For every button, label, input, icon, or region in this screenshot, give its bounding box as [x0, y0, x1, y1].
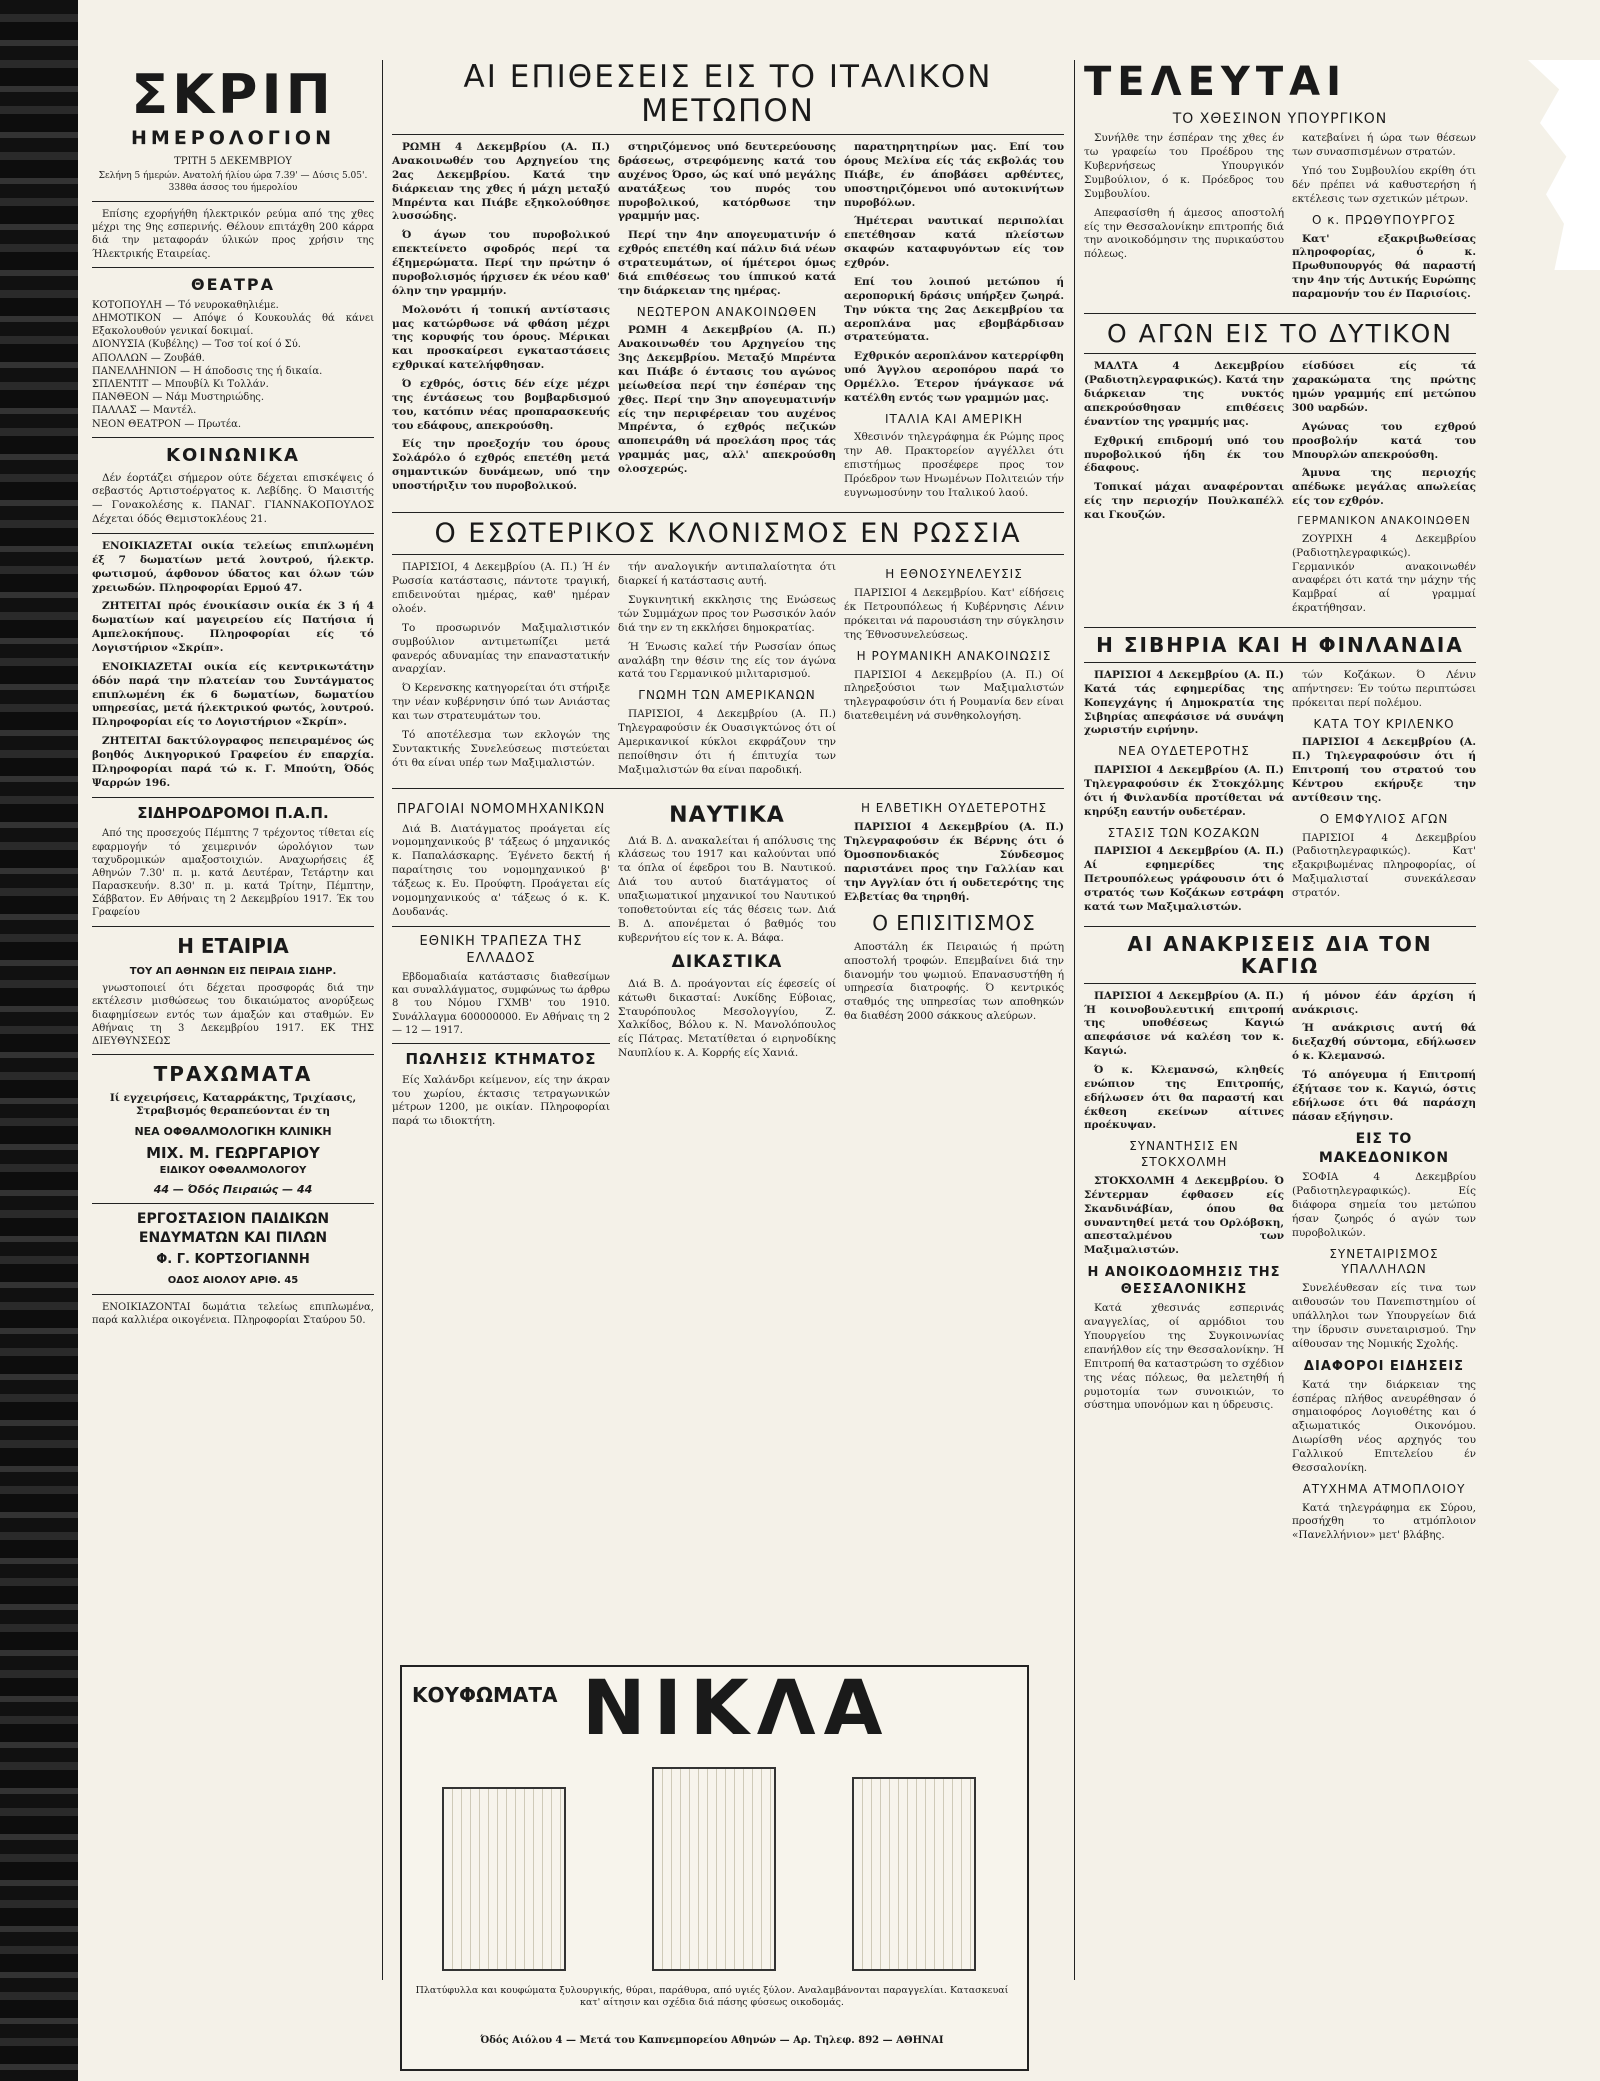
article-column: [1084, 360, 1284, 621]
paragraph: παρατηρητηρίων μας. Επί του όρους Μελίνα είς τάς εκβολάς του Πιάβε, έν άποβάσει αρθέντες, υποστηριζόμενοι υπό αυτοκινήτων πυροβόλων.: [844, 141, 1064, 209]
west-columns: [1084, 360, 1476, 621]
macedonian-body: ΣΟΦΙΑ 4 Δεκεμβρίου (Ραδιοτηλεγραφικώς). Είς διάφορα σημεία του μετώπου ήσαν ζωηρός ό αγών των πυροβολικών.: [1292, 1171, 1476, 1239]
supplies-body: Αποστάλη έκ Πειραιώς ή πρώτη αποστολή τροφών. Επεμβαίνει διά την διανομήν του ψωμιού. Επανασυστήθη ή υπηρεσία διατροφής. Ό κεντρικός σταθμός της υπηρεσίας των αποθηκών θα διαθέση 2000 σάκκους αλεύρων.: [844, 940, 1064, 1023]
russia-columns: [392, 561, 1064, 782]
article-column: [392, 561, 610, 782]
article-column: [1292, 669, 1476, 920]
judicial-title: ΔΙΚΑΣΤΙΚΑ: [671, 952, 783, 973]
national-assembly-title: Η ΕΘΝΟΣΥΝΕΛΕΥΣΙΣ: [885, 567, 1023, 582]
divider: [92, 533, 374, 534]
divider: [392, 926, 610, 927]
pm-body: Κατ' εξακριβωθείσας πληροφορίας, ό κ. Πρωθυπουργός θά παραστή την 4ην τής Δυτικής Ευρώπης παραμονήν του έν Παρισίοις.: [1292, 232, 1476, 301]
divider: [1084, 926, 1476, 927]
paragraph: ΠΑΡΙΣΙΟΙ 4 Δεκεμβρίου (Α. Π.) Κατά τάς εφημερίδας της Κοπεγχάγης ή Δημοκρατία της Σιβηρίας απεφάσισε νά συνάψη χωριστήν ειρήνην.: [1084, 669, 1284, 737]
lower-columns: [392, 795, 1064, 1134]
clinic-subtitle: ΕΙΔΙΚΟΥ ΟΦΘΑΛΜΟΛΟΓΟΥ: [159, 1164, 307, 1176]
divider: [92, 201, 374, 202]
article-column: [618, 561, 836, 782]
paragraph: Επί του λοιπού μετώπου ή αεροπορική δράσις υπήρξεν ζωηρά. Την νύκτα της 2ας Δεκεμβρίου τα αεροπλάνα μας εβομβάρδισαν στρατεύματα.: [844, 275, 1064, 344]
divider: [1084, 627, 1476, 628]
stockholm-body: ΣΤΟΚΧΟΛΜΗ 4 Δεκεμβρίου. Ό Σέντερμαν έφθασεν είς Σκανδινάβίαν, όπου θα συναντηθεί μετά του Ορλόβσκη, απεσταλμένου των Μαξιμαλιστών.: [1084, 1174, 1284, 1257]
nikla-advertisement: [400, 1665, 1029, 2071]
paragraph: Τό αποτέλεσμα των εκλογών της Συντακτικής Συνελεύσεως πιστεύεται ότι θα είναι υπέρ των Μαξιμαλιστών.: [392, 728, 610, 769]
divider: [1084, 662, 1476, 663]
macedonian-title: ΕΙΣ ΤΟ ΜΑΚΕΔΟΝΙΚΟΝ: [1318, 1131, 1450, 1166]
social-title: ΚΟΙΝΩΝΙΚΑ: [166, 444, 300, 466]
paragraph: Αγώνας του εχθρού προσβολήν κατά του Μπουρλών απεκρούσθη.: [1292, 420, 1476, 461]
paragraph: ΡΩΜΗ 4 Δεκεμβρίου (Α. Π.) Ανακοινωθέν του Αρχηγείου της 2ας Δεκεμβρίου. Κατά την διάρκειαν της χθες ή μάχη μεταξύ Μπρέντα και Πιάβε εξηκολούθησε λυσσώδης.: [392, 141, 610, 223]
swiss-title: Η ΕΛΒΕΤΙΚΗ ΟΥΔΕΤΕΡΟΤΗΣ: [860, 801, 1048, 816]
paragraph: Εχθρική επιδρομή υπό του πυροβολικού ήδη έκ του έδαφους.: [1084, 434, 1284, 475]
paragraph: Τοπικαί μάχαι αναφέρονται είς την περιοχήν Πουλκαπέλλ και Γκουζών.: [1084, 481, 1284, 521]
paragraph: Άμυνα της περιοχής απέδωκε μεγάλας απωλείας είς τον εχθρόν.: [1292, 467, 1476, 508]
divider: [92, 267, 374, 268]
paragraph: Ό Κερενσκης κατηγορείται ότι στήριξε την νέαν κυβέρνησιν ύπό των Ανιάστας και των στρατευμάτων του.: [392, 682, 610, 723]
pm-title: Ο κ. ΠΡΩΘΥΠΟΥΡΓΟΣ: [1312, 212, 1456, 227]
naval-body: Διά Β. Δ. ανακαλείται ή απόλυσις της κλάσεως του 1917 και καλούνται υπό τα όπλα οί έφεδροι του Β. Ναυτικού. Διά του αυτού διατάγματος οί υπαξιωματικοί μηχανικοί του Ναυτικού τοποθετούνται είς τάς θέσεις των. Διά Β. Δ. απονέμεται ό βαθμός του κυβερνήτου είς τον κ. Α. Βάφα.: [618, 834, 836, 944]
divider: [392, 1043, 610, 1044]
paragraph: Υπό του Συμβουλίου εκρίθη ότι δέν πρέπει νά καθυστερήση ή εκτέλεσις των σχετικών μέτρων.: [1292, 165, 1476, 205]
supplies-title: Ο ΕΠΙΣΙΤΙΣΜΟΣ: [872, 911, 1036, 936]
etairia-title: Η ΕΤΑΙΡΙΑ: [177, 933, 289, 958]
rail-title: ΣΙΔΗΡΟΔΡΟΜΟΙ Π.Α.Π.: [137, 803, 329, 822]
nikla-label: ΚΟΥΦΩΜΑΤΑ: [412, 1683, 558, 1707]
estate-body: Είς Χαλάνδρι κείμενον, είς την άκραν του χωρίου, έκτασις τετραγωνικών μέτρων 1200, με οικίαν. Πληροφορίαι παρά τω ιδιοκτήτη.: [392, 1073, 610, 1128]
latest-news-title: ΤΕΛΕΥΤΑΙ: [1084, 59, 1347, 105]
paragraph: κατεβαίνει ή ώρα των θέσεων των συνασπισμένων στρατών.: [1292, 132, 1476, 159]
paints-title: ΤΡΑΧΩΜΑΤΑ: [153, 1062, 313, 1087]
article-column: [1084, 990, 1284, 1549]
article-column: [392, 795, 610, 1134]
italy-america-body: Χθεσινόν τηλεγράφημα έκ Ρώμης προς την Αθ. Πρακτορείον αγγέλλει ότι επιστήμως προσέφερε προς τον Πρόεδρον των Ηνωμένων Πολιτειών τήν ευγνωμοσύνην του Ιταλικού λαού.: [844, 431, 1064, 499]
workshop-address: ΟΔΟΣ ΑΙΟΛΟΥ ΑΡΙΘ. 45: [167, 1275, 299, 1287]
paragraph: είσδύσει είς τά χαρακώματα της πρώτης ημών γραμμής επί μετώπου 300 υαρδών.: [1292, 360, 1476, 414]
divider: [1084, 983, 1476, 984]
column-rule: [1074, 60, 1075, 1980]
clinic-name: ΜΙΧ. Μ. ΓΕΩΡΓΑΡΙΟΥ: [146, 1143, 320, 1162]
paragraph: ΠΑΡΙΣΙΟΙ, 4 Δεκεμβρίου (Α. Π.) Ή έν Ρωσσία κατάστασις, πάντοτε τραγική, επιδεινούται ημέρας, καθ' ημέραν ολοέν.: [392, 561, 610, 616]
theatre-item: ΑΠΟΛΛΩΝ — Ζουβάθ.: [92, 352, 205, 364]
paragraph: Μολονότι ή τοπική αντίστασις μας κατώρθωσε νά φθάση μέχρι της κορυφής του όρους. Μέρικαι και προσκαίρεσι εγκαταστάσεις εχθρικαί κατελήφθησαν.: [392, 303, 610, 372]
theatre-item: ΔΙΟΝΥΣΙΑ (Κυβέλης) — Τοσ τοί κοί ό Σύ.: [92, 339, 301, 351]
classified-ad: ΖΗΤΕΙΤΑΙ δακτύλογραφος πεπειραμένος ώς βοηθός Δικηγορικού Γραφείου έν επαρχία. Πληροφορίαι παρά τώ κ. Γ. Μπούτη, Όδός Ψαρρών 196.: [92, 735, 374, 789]
nikla-address: Όδός Αιόλου 4 — Μετά του Καπνεμπορείου Αθηνών — Αρ. Τηλεφ. 892 — ΑΘΗΝΑΙ: [480, 2035, 944, 2046]
workshop-name: Φ. Γ. ΚΟΡΤΣΟΓΙΑΝΝΗ: [156, 1252, 310, 1268]
divider: [1084, 353, 1476, 354]
masthead-title: ΣΚΡΙΠ: [131, 63, 335, 126]
cabinet-title: ΤΟ ΧΘΕΣΙΝΟΝ ΥΠΟΥΡΓΙΚΟΝ: [1172, 111, 1388, 127]
romanian-body: ΠΑΡΙΣΙΟΙ 4 Δεκεμβρίου (Α. Π.) Οί πληρεξούσιοι των Μαξιμαλιστών τηλεγραφούσιν ότι ή Ρουμανία δεν είναι διατεθειμένη νά συνθηκολογήση.: [844, 668, 1064, 723]
theatre-item: ΣΠΛΕΝΤΙΤ — Μπουβίλ Κι Τολλάν.: [92, 379, 269, 390]
paragraph: ΠΑΡΙΣΙΟΙ 4 Δεκεμβρίου (Ραδιοτηλεγραφικώς). Κατ' εξακριβωμένας πληροφορίας, οί Μαξιμαλισταί συνεκάλεσαν στρατόν.: [1292, 831, 1476, 899]
etairia-subtitle: ΤΟΥ ΑΠ ΑΘΗΝΩΝ ΕΙΣ ΠΕΙΡΑΙΑ ΣΙΔΗΡ.: [129, 966, 337, 978]
thessaloniki-body: Κατά χθεσινάς εσπερινάς αναγγελίας, οί αρμόδιοι του Υπουργείου της Συγκοινωνίας επανήλθον είς την Θεσσαλονίκην. Ή Επιτροπή θα καταστρώση το σχέδιον της νέας πόλεως, θα μελετηθή ή ρυμοτομία των συνοικιών, το σύστημα υπονόμων και η ύδρευσις.: [1084, 1302, 1284, 1412]
classified-ad: ΕΝΟΙΚΙΑΖΕΤΑΙ οικία είς κεντρικωτάτην όδόν παρά την πλατείαν του Συντάγματος επιπλωμένη έκ 6 δωματίων, δωματίου υπηρεσίας, μετά ήλεκτρικού φωτός, λουτρού. Πληροφορίαι είς το Λογιστήριον «Σκρίπ».: [92, 660, 374, 729]
naval-title: ΝΑΥΤΙΚΑ: [669, 803, 785, 829]
romanian-title: Η ΡΟΥΜΑΝΙΚΗ ΑΝΑΚΟΙΝΩΣΙΣ: [856, 648, 1052, 663]
italian-front-columns: [392, 141, 1064, 506]
divider: [392, 554, 1064, 555]
workshop-title: ΕΡΓΟΣΤΑΣΙΟΝ ΠΑΙΔΙΚΩΝ ΕΝΔΥΜΑΤΩΝ ΚΑΙ ΠΙΛΩΝ: [136, 1211, 330, 1246]
theatres-list: [92, 299, 374, 431]
headline-italian-front: ΑΙ ΕΠΙΘΕΣΕΙΣ ΕΙΣ ΤΟ ΙΤΑΛΙΚΟΝ ΜΕΤΩΠΟΝ: [463, 59, 993, 130]
engineers-title: ΠΡΑΓΟΙΑΙ ΝΟΜΟΜΗΧΑΝΙΚΩΝ: [396, 802, 606, 818]
clinic-title: ΝΕΑ ΟΦΘΑΛΜΟΛΟΓΙΚΗ ΚΛΙΝΙΚΗ: [134, 1125, 332, 1139]
employees-body: Συνελέυθεσαν είς τινα των αιθουσών του Πανεπιστημίου οί υπάλληλοι των Υπουργείων διά την ίδρυσιν συνεταιρισμού. Την αίθουσαν της Νομικής Σχολής.: [1292, 1282, 1476, 1350]
paragraph: ΜΑΛΤΑ 4 Δεκεμβρίου (Ραδιοτηλεγραφικώς). Κατά την διάρκειαν της νυκτός απεκρούσθησαν επιθέσεις έναντίον της γραμμής μας.: [1084, 360, 1284, 428]
clinic-address: 44 — Όδός Πειραιώς — 44: [153, 1182, 313, 1196]
divider: [392, 788, 1064, 789]
accident-title: ΑΤΥΧΗΜΑ ΑΤΜΟΠΛΟΙΟΥ: [1302, 1481, 1466, 1496]
siberia-finland-title: Η ΣΙΒΗΡΙΑ ΚΑΙ Η ΦΙΝΛΑΝΔΙΑ: [1096, 633, 1464, 657]
cabinet-columns: [1084, 132, 1476, 306]
divider: [92, 1203, 374, 1204]
subheading: ΚΑΤΑ ΤΟΥ ΚΡΙΛΕΝΚΟ: [1313, 716, 1455, 731]
article-column: [1084, 669, 1284, 920]
caillaux-inquiry-title: ΑΙ ΑΝΑΚΡΙΣΕΙΣ ΔΙΑ ΤΟΝ ΚΑΓΙΩ: [1127, 931, 1433, 978]
masthead-date: ΤΡΙΤΗ 5 ΔΕΚΕΜΒΡΙΟΥ: [174, 156, 292, 168]
paragraph: τήν αναλογικήν αντιπαλαίοτητα ότι διαρκεί ή κατάστασις αυτή.: [618, 561, 836, 588]
paragraph: Απεφασίσθη ή άμεσος αποστολή είς την Θεσσαλονίκην επιτροπής διά την ανοικοδόμησιν της πυρικαύστου πόλεως.: [1084, 206, 1284, 261]
newer-communique-title: ΝΕΩΤΕΡΟΝ ΑΝΑΚΟΙΝΩΘΕΝ: [636, 304, 818, 319]
article-column: [1084, 132, 1284, 306]
nikla-caption: Πλατύφυλλα και κουφώματα ξυλουργικής, θύραι, παράθυρα, από υγιές ξύλον. Αναλαμβάνονται παραγγελίαι. Κατασκευαί κατ' αίτησιν και σχέδια διά πάσης φύσεως οικοδομάς.: [415, 1985, 1009, 2009]
accident-body: Κατά τηλεγράφημα εκ Σύρου, προσήχθη το ατμόπλοιον «Πανελλήνιον» μετ' βλάβης.: [1292, 1501, 1476, 1542]
almanac: Σελήνη 5 ήμερών. Ανατολή ήλίου ώρα 7.39' — Δύσις 5.05'. 338θα άσσος του ήμερολίου: [98, 171, 368, 194]
west-front-title: Ο ΑΓΩΝ ΕΙΣ ΤΟ ΔΥΤΙΚΟΝ: [1106, 318, 1453, 348]
door-illustration: [442, 1787, 566, 1971]
paragraph: Ή Ένωσις καλεί τήν Ρωσσίαν όπως αναλάβη την θέσιν της είς τον άγώνα κατά του Γερμανικού μιλιταρισμού.: [618, 640, 836, 681]
article-column: [844, 141, 1064, 506]
paragraph: ή μόνον έάν άρχίση ή ανάκρισις.: [1292, 989, 1476, 1016]
headline-russia: Ο ΕΣΩΤΕΡΙΚΟΣ ΚΛΟΝΙΣΜΟΣ ΕΝ ΡΩΣΣΙΑ: [434, 517, 1022, 549]
masthead-subtitle: ΗΜΕΡΟΛΟΓΙΟΝ: [131, 127, 335, 149]
paragraph: Περί την 4ην απογευματινήν ό εχθρός επετέθη καί πάλιν διά νέων στρατευμάτων, οί ήμέτεροι όμως διά επιθέσεως του ίππικού κατά την διάρκειαν της ημέρας.: [618, 229, 836, 297]
nikla-brand: ΝΙΚΛΑ: [582, 1663, 891, 1752]
article-column: [844, 795, 1064, 1134]
torn-right-corner: [1480, 60, 1600, 270]
door-illustration: [652, 1767, 776, 1971]
paragraph: Ό εχθρός, όστις δέν είχε μέχρι της έντάσεως του βομβαρδισμού του, κατόπιν νέας προπαρασκευής του εδάφους, απεκρούσθη.: [392, 377, 610, 432]
bank-title: ΕΘΝΙΚΗ ΤΡΑΠΕΖΑ ΤΗΣ ΕΛΛΑΔΟΣ: [419, 933, 583, 966]
paragraph: Ό κ. Κλεμανσώ, κληθείς ενώπιον της Επιτροπής, εδήλωσεν ότι θα παραστή και έκθεση εκείνων αίτινες προέκυψαν.: [1084, 1063, 1284, 1132]
theatres-title: ΘΕΑΤΡΑ: [191, 274, 275, 294]
notice: Επίσης εχορήγήθη ήλεκτρικόν ρεύμα από της χθες μέχρι της 9ης εσπερινής. Θέλουν επιτάχθη 200 κάρρα διά την μεταφοράν ύλικών προς χρήσιν της Ήλεκτρικής Εταιρείας.: [92, 209, 374, 260]
article-column: [844, 561, 1064, 782]
divider: [392, 512, 1064, 513]
subheading: Ο ΕΜΦΥΛΙΟΣ ΑΓΩΝ: [1319, 811, 1449, 826]
inquiry-columns: [1084, 990, 1476, 1549]
paragraph: Το προσωρινόν Μαξιμαλιστικόν συμβούλιον αντιμετωπίζει μετά φανερός αδυναμίας την επαναστατικήν αναρχίαν.: [392, 621, 610, 676]
theatre-item: ΠΑΝΘΕΟΝ — Νάμ Μυστηριώδης.: [92, 392, 265, 404]
misc-news-body: Κατά την διάρκειαν της έσπέρας πλήθος ανευρέθησαν ό σημαιοφόρος Λογιοθέτης και ό αξιωματικός Οικονόμου. Διωρίσθη νέος αρχηγός του Γαλλικού Επιτελείου έν Θεσσαλονίκη.: [1292, 1378, 1476, 1474]
stockholm-title: ΣΥΝΑΝΤΗΣΙΣ ΕΝ ΣΤΟΚΧΟΛΜΗ: [1129, 1139, 1239, 1170]
theatre-item: ΔΗΜΟΤΙΚΟΝ — Απόψε ό Κουκουλάς θά κάνει Εξακολουθούν γενικαί δοκιμαί.: [92, 313, 374, 338]
national-assembly-body: ΠΑΡΙΣΙΟΙ 4 Δεκεμβρίου. Κατ' είδήσεις έκ Πετρουπόλεως ή Κυβέρνησις Λένιν πρόκειται νά παρουσιάση την σύγκλησιν της Έθνοσυνελεύσεως.: [844, 587, 1064, 641]
right-section: [1084, 60, 1476, 1548]
rooms-ad: ΕΝΟΙΚΙΑΖΟΝΤΑΙ δωμάτια τελείως επιπλωμένα, παρά καλλιέρα οικογένεια. Πληροφορίαι Σταύρου 50.: [92, 1301, 374, 1326]
left-column: [92, 60, 374, 1332]
article-column: [618, 795, 836, 1134]
door-illustration: [852, 1777, 976, 1971]
paragraph: Συγκινητική εκκλησις της Ενώσεως τών Συμμάχων προς τον Ρωσσικόν λαόν διά την εν τη εκκλήσει δημοκρατίας.: [618, 594, 836, 634]
column-rule: [382, 60, 383, 1980]
misc-news-title: ΔΙΑΦΟΡΟΙ ΕΙΔΗΣΕΙΣ: [1303, 1358, 1465, 1374]
italy-america-title: ΙΤΑΛΙΑ ΚΑΙ ΑΜΕΡΙΚΗ: [884, 411, 1024, 426]
divider: [92, 1054, 374, 1055]
americans-title: ΓΝΩΜΗ ΤΩΝ ΑΜΕΡΙΚΑΝΩΝ: [638, 688, 816, 703]
rail-body: Από της προσεχούς Πέμπτης 7 τρέχοντος τίθεται είς εφαρμογήν τό χειμερινόν ώρολόγιον των ταχυδρομικών αμαξοστοιχιών. Αναχωρήσεις έξ Αθηνών 7.30' π. μ. κατά Δευτέραν, Τετάρτην και Παρασκευήν. 8.30' π. μ. κατά Τρίτην, Πέμπτην, Σάββατον. Εν Αθήναις τη 2 Δεκεμβρίου 1917. Έκ του Γραφείου: [92, 828, 374, 919]
paragraph: Ήμέτεραι ναυτικαί περιπολίαι επετέθησαν κατά πλείστων σκαφών καταφυγόντων είς τον εχθρόν.: [844, 215, 1064, 270]
bank-body: Εβδομαδιαία κατάστασις διαθεσίμων και συναλλάγματος, συμφώνως τω άρθρω 8 του Νόμου ΓΧΜΒ' του 1910. Συνάλλαγμα 600000000. Εν Αθήναις τη 2 — 12 — 1917.: [392, 971, 610, 1036]
employees-title: ΣΥΝΕΤΑΙΡΙΣΜΟΣ ΥΠΑΛΛΗΛΩΝ: [1329, 1246, 1439, 1277]
paragraph: Ή ανάκρισις αυτή θά διεξαχθή σύντομα, εδήλωσεν ό κ. Κλεμανσώ.: [1292, 1022, 1476, 1063]
divider: [392, 134, 1064, 135]
article-column: [1292, 360, 1476, 621]
estate-title: ΠΩΛΗΣΙΣ ΚΤΗΜΑΤΟΣ: [405, 1049, 597, 1068]
siberia-columns: [1084, 669, 1476, 920]
paragraph: ΠΑΡΙΣΙΟΙ 4 Δεκεμβρίου (Α. Π.) Ή κοινοβουλευτική επιτροπή της υποθέσεως Καγιώ απεφάσισε νά καλέση τον κ. Καγιώ.: [1084, 989, 1284, 1058]
judicial-body: Διά Β. Δ. προάγονται είς έφεσείς οί κάτωθι δικασταί: Λυκίδης Εύβοιας, Σταυρόπουλος Μεσολογγίου, Ζ. Χαλκίδος, Βόλου κ. Ν. Μανολόπουλος είς Πάτρας. Μετατίθεται ό ειρηνοδίκης Ναυπλίου κ. Α. Κορρής είς Χανιά.: [618, 977, 836, 1060]
thessaloniki-title: Η ΑΝΟΙΚΟΔΟΜΗΣΙΣ ΤΗΣ ΘΕΣΣΑΛΟΝΙΚΗΣ: [1087, 1265, 1281, 1298]
paints-body: Ιί εγχειρήσεις, Καταρράκτης, Τριχίασις, Στραβισμός θεραπεύονται έν τη: [109, 1091, 357, 1118]
americans-body: ΠΑΡΙΣΙΟΙ, 4 Δεκεμβρίου (Α. Π.) Τηλεγραφούσιν έκ Ουασιγκτώνος ότι οί Αμερικανικοί κύκλοι εκφράζουν την πεποίθησιν ότι ή έπιτυχία των Μαξιμαλιστών θα είναι παροδική.: [618, 708, 836, 776]
engineers-body: Διά Β. Διατάγματος προάγεται είς νομομηχανικούς β' τάξεως ό μηχανικός κ. Παπαλάσκαρης. Έγένετο δεκτή ή παραίτησις του νομομηχανικού β' τάξεως κ. Ευ. Προύφτη. Προάγεται είς νομομηχανικούς α' τάξεως ό κ. Κ. Δουδανάς.: [392, 822, 610, 918]
paragraph: Τό απόγευμα ή Επιτροπή έξήτασε τον κ. Καγιώ, όστις εδήλωσε ότι θά παράσχη πάσαν εξήγησιν.: [1292, 1068, 1476, 1123]
paragraph: τών Κοζάκων. Ό Λένιν απήντησεν: Έν τούτω περιπτώσει πρόκειται περί πολέμου.: [1292, 669, 1476, 709]
theatre-item: ΚΟΤΟΠΟΥΛΗ — Τό νευροκαθηλιέμε.: [92, 299, 279, 311]
theatre-item: ΠΑΛΛΑΣ — Μαντέλ.: [92, 405, 197, 417]
paragraph: Είς την προεξοχήν του όρους Σολάρόλο ό εχθρός επετέθη μετά σημαντικών δυνάμεων, υπό την υποστήριξιν του πυροβολικού.: [392, 438, 610, 492]
classified-ad: ΖΗΤΕΙΤΑΙ πρός ένοικίασιν οικία έκ 3 ή 4 δωματίων καί μαγειρείου είς Πατήσια ή Αμπελοκήπους. Πληροφορίαι είς τό Λογιστήριον «Σκρίπ».: [92, 600, 374, 654]
divider: [92, 926, 374, 927]
etairia-body: γνωστοποιεί ότι δέχεται προσφοράς διά την εκτέλεσιν μισθώσεως του δικαιώματος ανορύξεως διαφημίσεων εντός των άμαξών και σταθμών. Εν Αθήναις τη 3 Δεκεμβρίου 1917. ΕΚ ΤΗΣ ΔΙΕΥΘΥΝΣΕΩΣ: [92, 983, 374, 1047]
social-body: Δέν έορτάζει σήμερον ούτε δέχεται επισκέψεις ό σεβαστός Αρτιστοέργατος κ. Λεβίδης. Ό Μαισιτής — Γονακολέσης κ. ΠΑΝΑΓ. ΓΙΑΝΝΑΚΟΠΟΥΛΟΣ Δέχεται όδός Θεμιστοκλέους 21.: [92, 471, 374, 526]
subheading: ΣΤΑΣΙΣ ΤΩΝ ΚΟΖΑΚΩΝ: [1107, 825, 1261, 840]
paragraph: Συνήλθε την έσπέραν της χθες έν τω γραφείω του Προέδρου της Κυβερνήσεως Υπουργικόν Συμβούλιον, ό κ. Πρόεδρος του Συμβουλίου.: [1084, 132, 1284, 200]
front-section: [392, 60, 1064, 1134]
paragraph: Ό άγων του πυροβολικού επεκτείνετο σφοδρός περί τα έξημερώματα. Περί την πρώτην ό πυροβολισμός ήρχισεν έκ νέου καθ' όλην την γραμμήν.: [392, 229, 610, 297]
torn-left-edge: [0, 0, 78, 2081]
paragraph: Εχθρικόν αεροπλάνον κατερρίφθη υπό Άγγλου αεροπόρου παρά το Ορμέλλο. Έτερον ήνάγκασε νά κατέλθη εντός των γραμμών μας.: [844, 350, 1064, 404]
divider: [1084, 313, 1476, 314]
paragraph: ΠΑΡΙΣΙΟΙ 4 Δεκεμβρίου (Α. Π.) Αί εφημερίδες της Πετρουπόλεως γράφουσιν ότι ό στρατός των Κοζάκων εστράφη κατά των Μαξιμαλιστών.: [1084, 845, 1284, 913]
paragraph: στηριζόμενος υπό δευτερεύουσης δράσεως, στρεφόμενης κατά του αυχένος Όρσο, ώς καί υπό μεγάλης ανατάξεως του πυρός του πυροβολικού, κατόρθωσε την γραμμήν μας.: [618, 141, 836, 223]
article-column: [618, 141, 836, 506]
german-communique-title: ΓΕΡΜΑΝΙΚΟΝ ΑΝΑΚΟΙΝΩΘΕΝ: [1297, 514, 1471, 527]
article-column: [392, 141, 610, 506]
paragraph: ΠΑΡΙΣΙΟΙ 4 Δεκεμβρίου (Α. Π.) Τηλεγραφούσιν έκ Στοκχόλμης ότι ή Φινλανδία προτίθεται νά κηρύξη εαυτήν ουδετέραν.: [1084, 764, 1284, 818]
subheading: ΝΕΑ ΟΥΔΕΤΕΡΟΤΗΣ: [1118, 744, 1250, 759]
theatre-item: ΠΑΝΕΛΛΗΝΙΟΝ — Η άποδοσις της ή δικαία.: [92, 365, 323, 377]
article-column: [1292, 990, 1476, 1549]
theatre-item: ΝΕΟΝ ΘΕΑΤΡΟΝ — Πρωτέα.: [92, 418, 241, 430]
classified-ad: ΕΝΟΙΚΙΑΖΕΤΑΙ οικία τελείως επιπλωμένη έξ 7 δωματίων μετά λουτρού, ήλεκτρ. φωτισμού, άφθονον ύδατος και όλων τών χρειωδών. Πληροφορίαι Ερμού 47.: [92, 539, 374, 594]
paragraph: ΠΑΡΙΣΙΟΙ 4 Δεκεμβρίου (Α. Π.) Τηλεγραφούσιν ότι ή Επιτροπή του στρατού του Κέντρου εκήρυξε την αντίθεσιν της.: [1292, 736, 1476, 804]
swiss-body: ΠΑΡΙΣΙΟΙ 4 Δεκεμβρίου (Α. Π.) Τηλεγραφούσιν έκ Βέρνης ότι ό Όμοσπονδιακός Σύνδεσμος παριστάνει προς την Γαλλίαν και την Αγγλίαν ότι ή ουδετερότης της Ελβετίας θα τηρηθή.: [844, 821, 1064, 903]
divider: [92, 437, 374, 438]
divider: [92, 797, 374, 798]
newer-communique-body: ΡΩΜΗ 4 Δεκεμβρίου (Α. Π.) Ανακοινωθέν του Αρχηγείου της 3ης Δεκεμβρίου. Μεταξύ Μπρέντα και Πιάβε ό έντασις του αγώνος μείωθείσα περί την έσπέραν της χθες. Περί την 3ην απογευματινήν είς την περιφέρειαν του αυχένος Μπρέντα, ό εχθρός πεζικών αποπειράθη νά προελάση προς τάς γραμμάς μας, αλλ' απεκρούσθη ολοσχερώς.: [618, 324, 836, 476]
divider: [92, 1294, 374, 1295]
article-column: [1292, 132, 1476, 306]
german-communique-body: ΖΟΥΡΙΧΗ 4 Δεκεμβρίου (Ραδιοτηλεγραφικώς). Γερμανικόν ανακοινωθέν αναφέρει ότι κατά την μάχην τής Καμβραί αί γραμμαί έκρατήθησαν.: [1292, 532, 1476, 615]
